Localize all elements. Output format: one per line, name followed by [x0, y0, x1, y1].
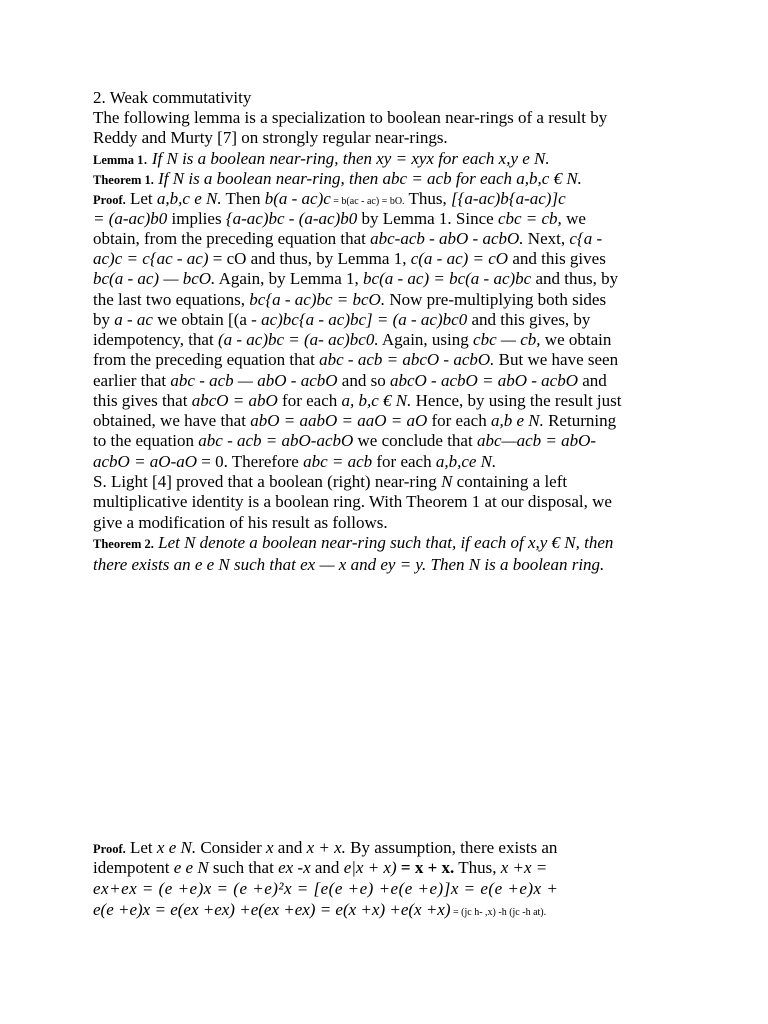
- light-paragraph-line: [93, 492, 693, 512]
- proof-text: obtain, from the preceding equation that: [93, 229, 371, 248]
- math-expression: a,b e N.: [490, 411, 544, 430]
- proof-text: we obtain: [540, 330, 612, 349]
- proof-1-line: [93, 371, 693, 391]
- proof-text: = b(ac - ac) = bO.: [330, 196, 405, 207]
- proof-text: and: [310, 858, 344, 877]
- proof-text: and: [273, 838, 307, 857]
- proof-text: Thus,: [454, 858, 501, 877]
- proof-text: multiplicative identity is a boolean ring. With Theorem 1 at our disposal, we: [93, 492, 612, 511]
- proof-text: Consider: [196, 838, 266, 857]
- proof-1-line: [93, 310, 693, 330]
- proof-text: and this gives, by: [467, 310, 591, 329]
- proof-text: = (jc h- ,x) -h (jc -h at).: [450, 907, 547, 918]
- math-expression: acbO = aO-aO: [93, 452, 198, 471]
- proof-1-line: [93, 290, 693, 310]
- proof-text: idempotency, that: [93, 330, 218, 349]
- proof-2-line: [93, 838, 693, 859]
- proof-label: Proof.: [93, 193, 126, 207]
- theorem-1: [93, 169, 693, 190]
- math-expression: N: [441, 472, 453, 491]
- math-expression: x e N.: [156, 838, 197, 857]
- proof-text: we: [561, 209, 586, 228]
- lemma-label-sep: .: [143, 149, 148, 168]
- math-expression: abcO - acbO = abO - acbO: [389, 371, 579, 390]
- proof-1-line: [93, 209, 693, 229]
- math-expression: [{a-ac)b{a-ac)]c: [451, 189, 566, 208]
- proof-text: But we have seen: [494, 350, 619, 369]
- math-expression: a, b,c € N.: [341, 391, 412, 410]
- math-expression: cbc — cb,: [473, 330, 541, 349]
- proof-1-line: [93, 391, 693, 411]
- proof-text: By assumption, there exists an: [345, 838, 558, 857]
- math-expression: ex+ex = (e +e)x = (e +e)²x = [e(e +e) +e(e +e)]x = e(e +e)x +: [93, 879, 559, 898]
- math-expression: abO = aabO = aaO = aO: [250, 411, 428, 430]
- math-expression: abc—acb = abO-: [476, 431, 597, 450]
- proof-text: and so: [337, 371, 390, 390]
- proof-2-line: [93, 879, 693, 899]
- proof-2-line: [93, 858, 693, 878]
- proof-text: containing a left: [452, 472, 568, 491]
- math-expression: abc - acb — abO - acbO: [170, 371, 338, 390]
- math-expression: = (a-ac)b0: [93, 209, 168, 228]
- math-expression: ac)c = c{ac - ac): [93, 249, 209, 268]
- proof-text: we obtain [(a -: [152, 310, 262, 329]
- proof-text: earlier that: [93, 371, 171, 390]
- proof-1-line: [93, 249, 693, 269]
- proof-1-line: [93, 330, 693, 350]
- proof-text: and thus, by: [531, 269, 619, 288]
- math-expression: a,b,c e N.: [156, 189, 222, 208]
- math-expression: bc(a - ac) — bcO.: [93, 269, 216, 288]
- proof-text: Then: [221, 189, 265, 208]
- math-expression: e|x + x): [343, 858, 397, 877]
- proof-text: Returning: [543, 411, 617, 430]
- math-expression: ex -x: [278, 858, 311, 877]
- math-expression: abc - acb = abcO - acbO.: [319, 350, 495, 369]
- proof-text: Again, using: [378, 330, 474, 349]
- theorem-label: Theorem 1.: [93, 173, 154, 187]
- math-expression: b(a - ac)c: [264, 189, 331, 208]
- section-title: 2. Weak commutativity: [93, 88, 252, 107]
- intro-line: Reddy and Murty [7] on strongly regular near-rings.: [93, 128, 448, 147]
- proof-text: Now pre-multiplying both sides: [385, 290, 607, 309]
- math-expression: x +x =: [500, 858, 548, 877]
- proof-text: implies: [167, 209, 226, 228]
- proof-text: idempotent: [93, 858, 174, 877]
- proof-1-line: [93, 350, 693, 370]
- proof-text: Let: [130, 189, 157, 208]
- proof-text: for each: [427, 411, 491, 430]
- proof-text: Thus,: [404, 189, 451, 208]
- theorem-2: [93, 533, 693, 554]
- proof-text: by: [93, 310, 115, 329]
- proof-1-line: [93, 269, 693, 289]
- proof-2-line: [93, 900, 693, 923]
- math-expression: bc{a - ac)bc = bcO.: [249, 290, 386, 309]
- math-expression: c(a - ac) = cO: [410, 249, 509, 268]
- proof-text: by Lemma 1. Since: [357, 209, 498, 228]
- math-expression: abc-acb - abO - acbO.: [370, 229, 524, 248]
- math-expression: ac)bc{a - ac)bc] = (a - ac)bc0: [261, 310, 468, 329]
- proof-text: this gives that: [93, 391, 192, 410]
- math-expression: x + x.: [306, 838, 346, 857]
- proof-text: we conclude that: [353, 431, 477, 450]
- math-expression: (a - ac)bc = (a- ac)bc0.: [217, 330, 379, 349]
- lemma-1: [93, 149, 693, 170]
- proof-text: = x + x.: [396, 858, 455, 877]
- math-expression: x: [265, 838, 274, 857]
- math-expression: (a-ac)b0: [298, 209, 358, 228]
- proof-text: the last two equations,: [93, 290, 250, 309]
- proof-text: S. Light [4] proved that a boolean (right) near-ring: [93, 472, 442, 491]
- proof-text: obtained, we have that: [93, 411, 251, 430]
- proof-text: = 0. Therefore: [197, 452, 304, 471]
- theorem-statement: Let N denote a boolean near-ring such that, if each of x,y € N, then: [158, 533, 614, 552]
- math-expression: a - ac: [114, 310, 153, 329]
- intro-line: The following lemma is a specialization to boolean near-rings of a result by: [93, 108, 608, 127]
- light-paragraph-line: [93, 513, 693, 533]
- light-paragraph-line: [93, 472, 693, 492]
- theorem-statement: If N is a boolean near-ring, then abc = acb for each a,b,c € N.: [158, 169, 582, 188]
- math-expression: abcO = abO: [191, 391, 278, 410]
- proof-text: to the equation: [93, 431, 199, 450]
- math-expression: cbc = cb,: [497, 209, 562, 228]
- theorem-2-continuation: there exists an e e N such that ex — x and ey = y. Then N is a boolean ring.: [93, 555, 605, 574]
- math-expression: e(e +e)x = e(ex +ex) +e(ex +ex) = e(x +x) +e(x +x): [93, 900, 451, 919]
- proof-1-line: [93, 411, 693, 431]
- proof-text: = cO and thus, by Lemma 1,: [208, 249, 411, 268]
- proof-text: give a modification of his result as follows.: [93, 513, 388, 532]
- proof-1-line: [93, 431, 693, 451]
- proof-text: and: [578, 371, 607, 390]
- math-expression: e e N: [173, 858, 209, 877]
- math-expression: abc = acb: [303, 452, 373, 471]
- proof-label: Proof.: [93, 842, 126, 856]
- proof-text: Next,: [523, 229, 570, 248]
- math-expression: abc - acb = abO-acbO: [198, 431, 354, 450]
- math-expression: a,b,ce N.: [435, 452, 497, 471]
- proof-1-line: [93, 452, 693, 472]
- proof-text: Hence, by using the result just: [411, 391, 622, 410]
- lemma-statement: If N is a boolean near-ring, then xy = xyx for each x,y e N.: [151, 149, 550, 168]
- math-expression: {a-ac)bc: [225, 209, 285, 228]
- proof-text: for each: [372, 452, 436, 471]
- proof-text: from the preceding equation that: [93, 350, 320, 369]
- proof-text: Again, by Lemma 1,: [215, 269, 364, 288]
- proof-text: for each: [277, 391, 342, 410]
- proof-1-line: [93, 229, 693, 249]
- math-expression: c{a -: [569, 229, 603, 248]
- proof-text: and this gives: [508, 249, 606, 268]
- theorem-label: Theorem 2.: [93, 537, 154, 551]
- math-expression: bc(a - ac) = bc(a - ac)bc: [363, 269, 532, 288]
- lemma-label: Lemma 1: [93, 153, 144, 167]
- proof-text: such that: [208, 858, 279, 877]
- proof-text: -: [284, 209, 299, 228]
- proof-text: Let: [130, 838, 157, 857]
